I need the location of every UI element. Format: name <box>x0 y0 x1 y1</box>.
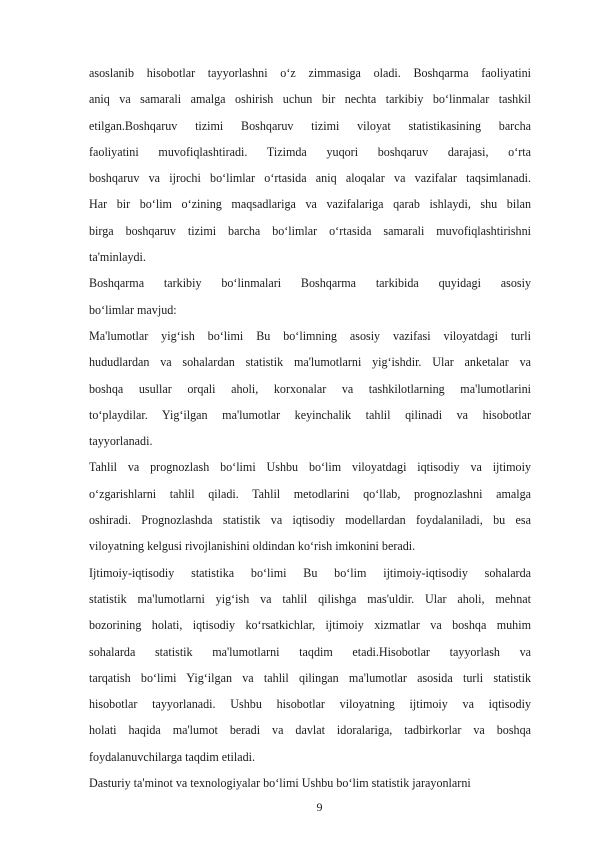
text-line: Ma'lumotlar yig‘ish bo‘limi Bu bo‘limning asosiy vazifasi viloyatdagi turli <box>89 328 531 343</box>
text-line: ta'minlaydi. <box>89 250 146 265</box>
text-line: bo‘limlar mavjud: <box>89 302 177 317</box>
text-line: Ijtimoiy-iqtisodiy statistika bo‘limi Bu bo‘lim ijtimoiy-iqtisodiy sohalarda <box>89 565 531 580</box>
text-line: boshqa usullar orqali aholi, korxonalar va tashkilotlarning ma'lumotlarini <box>89 381 531 396</box>
text-line: tayyorlanadi. <box>89 434 153 449</box>
text-line: bozorining holati, iqtisodiy ko‘rsatkichlar, ijtimoiy xizmatlar va boshqa muhim <box>89 618 531 633</box>
text-line: Tahlil va prognozlash bo‘limi Ushbu bo‘lim viloyatdagi iqtisodiy va ijtimoiy <box>89 460 531 475</box>
text-line: viloyatning kelgusi rivojlanishini oldindan ko‘rish imkonini beradi. <box>89 539 416 554</box>
text-line: oshiradi. Prognozlashda statistik va iqtisodiy modellardan foydalaniladi, bu esa <box>89 513 531 528</box>
text-line: hisobotlar tayyorlanadi. Ushbu hisobotlar viloyatning ijtimoiy va iqtisodiy <box>89 697 531 712</box>
page-number: 9 <box>316 800 323 814</box>
text-line: sohalarda statistik ma'lumotlarni taqdim etadi.Hisobotlar tayyorlash va <box>89 644 531 659</box>
text-line: o‘zgarishlarni tahlil qiladi. Tahlil metodlarini qo‘llab, prognozlashni amalga <box>89 486 531 501</box>
text-line: Boshqarma tarkibiy bo‘linmalari Boshqarma tarkibida quyidagi asosiy <box>89 276 531 291</box>
text-line: etilgan.Boshqaruv tizimi Boshqaruv tizimi viloyat statistikasining barcha <box>89 118 531 133</box>
text-line: holati haqida ma'lumot beradi va davlat idoralariga, tadbirkorlar va boshqa <box>89 723 531 738</box>
text-line: Dasturiy ta'minot va texnologiyalar bo‘limi Ushbu bo‘lim statistik jarayonlarni <box>89 776 471 791</box>
text-line: faoliyatini muvofiqlashtiradi. Tizimda yuqori boshqaruv darajasi, o‘rta <box>89 144 531 159</box>
body-text <box>89 60 531 796</box>
text-line: aniq va samarali amalga oshirish uchun bir nechta tarkibiy bo‘linmalar tashkil <box>89 92 531 107</box>
text-line: asoslanib hisobotlar tayyorlashni o‘z zimmasiga oladi. Boshqarma faoliyatini <box>89 66 531 80</box>
text-line: birga boshqaruv tizimi barcha bo‘limlar o‘rtasida samarali muvofiqlashtirishni <box>89 223 531 238</box>
text-line: Har bir bo‘lim o‘zining maqsadlariga va vazifalariga qarab ishlaydi, shu bilan <box>89 197 531 212</box>
text-line: statistik ma'lumotlarni yig‘ish va tahlil qilishga mas'uldir. Ular aholi, mehnat <box>89 591 531 606</box>
text-line: to‘playdilar. Yig‘ilgan ma'lumotlar keyinchalik tahlil qilinadi va hisobotlar <box>89 407 531 422</box>
text-line: foydalanuvchilarga taqdim etiladi. <box>89 749 256 764</box>
text-line: tarqatish bo‘limi Yig‘ilgan va tahlil qilingan ma'lumotlar asosida turli statistik <box>89 670 531 685</box>
text-line: boshqaruv va ijrochi bo‘limlar o‘rtasida aniq aloqalar va vazifalar taqsimlanadi. <box>89 171 531 186</box>
text-line: hududlardan va sohalardan statistik ma'lumotlarni yig‘ishdir. Ular anketalar va <box>89 355 531 370</box>
